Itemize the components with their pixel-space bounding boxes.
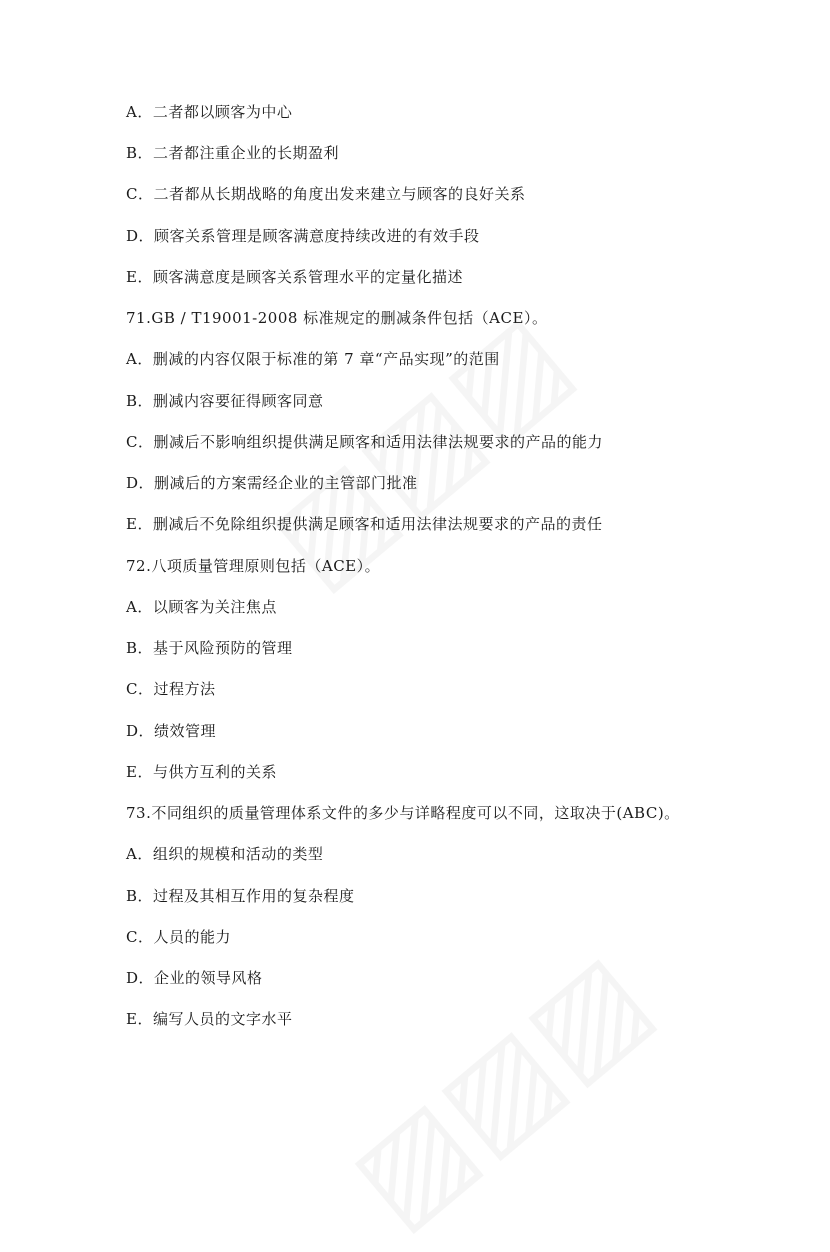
question-line: 71.GB / T19001-2008 标准规定的删减条件包括（ACE）。 bbox=[126, 309, 548, 327]
watermark bbox=[325, 927, 675, 1252]
option-line: B．二者都注重企业的长期盈利 bbox=[126, 144, 340, 162]
option-line: C．二者都从长期战略的角度出发来建立与顾客的良好关系 bbox=[126, 185, 526, 203]
question-line: 73.不同组织的质量管理体系文件的多少与详略程度可以不同，这取决于(ABC)。 bbox=[126, 804, 680, 822]
option-line: D．绩效管理 bbox=[126, 722, 217, 740]
option-line: A．以顾客为关注焦点 bbox=[126, 598, 277, 616]
option-line: C．过程方法 bbox=[126, 680, 216, 698]
option-line: A．二者都以顾客为中心 bbox=[126, 103, 293, 121]
option-line: B．过程及其相互作用的复杂程度 bbox=[126, 887, 355, 905]
option-line: B．删减内容要征得顾客同意 bbox=[126, 392, 324, 410]
option-line: A．删减的内容仅限于标准的第 7 章“产品实现”的范围 bbox=[126, 350, 500, 368]
option-line: C．人员的能力 bbox=[126, 928, 231, 946]
option-line: D．删减后的方案需经企业的主管部门批准 bbox=[126, 474, 418, 492]
option-line: C．删减后不影响组织提供满足顾客和适用法律法规要求的产品的能力 bbox=[126, 433, 603, 451]
option-line: E．编写人员的文字水平 bbox=[126, 1010, 293, 1028]
option-line: E．顾客满意度是顾客关系管理水平的定量化描述 bbox=[126, 268, 463, 286]
option-line: A．组织的规模和活动的类型 bbox=[126, 845, 324, 863]
option-line: D．顾客关系管理是顾客满意度持续改进的有效手段 bbox=[126, 227, 480, 245]
question-line: 72.八项质量管理原则包括（ACE）。 bbox=[126, 557, 381, 575]
option-line: D．企业的领导风格 bbox=[126, 969, 263, 987]
option-line: E．与供方互利的关系 bbox=[126, 763, 277, 781]
option-line: E．删减后不免除组织提供满足顾客和适用法律法规要求的产品的责任 bbox=[126, 515, 603, 533]
option-line: B．基于风险预防的管理 bbox=[126, 639, 293, 657]
